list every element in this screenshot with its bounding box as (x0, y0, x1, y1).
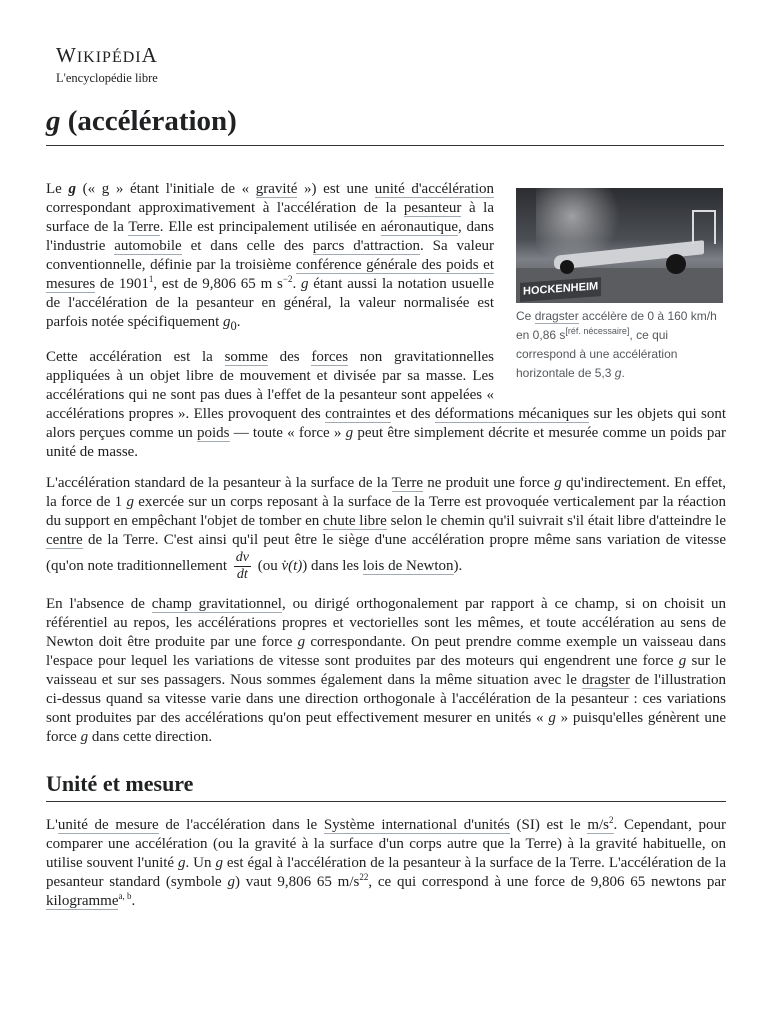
ref-ab[interactable]: a, b (118, 891, 132, 901)
logo-wordmark: WIKIPÉDIA (56, 43, 158, 67)
derivative-fraction: $\frac{dv}{dt}$ (235, 550, 249, 582)
link-unite-mesure[interactable]: unité de mesure (57, 817, 159, 833)
link-terre-2[interactable]: Terre (391, 475, 424, 491)
link-unite[interactable]: unité d'accélération (374, 181, 494, 197)
link-si[interactable]: Système international d'unités (323, 817, 510, 833)
link-parcs[interactable]: parcs d'attraction (312, 238, 421, 254)
link-forces[interactable]: forces (311, 349, 349, 365)
link-kilogramme[interactable]: kilogramme (46, 893, 119, 909)
link-gravite[interactable]: gravité (255, 181, 298, 197)
dragster-photo[interactable] (516, 188, 723, 303)
link-deformations[interactable]: déformations mécaniques (434, 406, 590, 422)
link-ms2[interactable]: $m/s^2$ (587, 815, 614, 833)
page-title: g (accélération) (46, 98, 724, 146)
link-lois-newton[interactable]: lois de Newton (362, 557, 454, 574)
link-centre[interactable]: centre (46, 532, 83, 548)
wikipedia-logo[interactable] (56, 44, 158, 86)
logo-tagline: L'encyclopédie libre (56, 71, 158, 85)
link-dragster[interactable]: dragster (534, 309, 579, 323)
paragraph-5: L'unité de mesure de l'accélération dans le Système international d'unités (SI) est le $m/s^2$. Cependant, pour comparer une accélération (ou la gravité à la surface d'un corps autre que la Terre) à la gravité habituelle, on utilise souvent l'unité g. Un g est égal à l'accélération de la pesanteur à la surface de la Terre. L'accélération de la pesanteur standard (symbole g) vaut 9,806 65 $m/s^{22}$, ce qui correspond à une force de 9,806 65 newtons par kilogramme$^{a, b}$. (46, 815, 727, 909)
link-champ-gravitationnel[interactable]: champ gravitationnel (151, 596, 282, 612)
link-contraintes[interactable]: contraintes (325, 406, 391, 422)
ref-2[interactable]: 2 (363, 872, 369, 882)
link-somme[interactable]: somme (224, 349, 268, 365)
paragraph-2: Cette accélération est la somme des forces non gravitationnelles appliquées à un objet libre de mouvement et divisée par sa masse. Les accélérations qui ne sont pas dues à l'effet de la pesanteur sont appelées « accélérations propres ». Elles provoquent des contraintes et des déformations mécaniques sur les objets qui sont alors perçues comme un poids — toute « force » g peut être simplement décrite et mesurée comme un poids par unité de masse. (46, 349, 726, 460)
figure (516, 188, 726, 383)
article-body (46, 180, 726, 923)
section-heading-unite: Unité et mesure (46, 769, 726, 802)
link-aeronautique[interactable]: aéronautique (380, 219, 458, 235)
paragraph-intro: Le g (« g » étant l'initiale de « gravité ») est une unité d'accélération correspondant approximativement à l'accélération de la pesanteur à la surface de la Terre. Elle est principalement utilisée en aéronautique, dans l'industrie automobile et dans celle des parcs d'attraction. Sa valeur conventionnelle, définie par la troisième conférence générale des poids et mesures de 1901$^1$, est de 9,806 65 m $s^{-2}$. g étant aussi la notation usuelle de l'accélération de la pesanteur en général, la valeur normalisée est parfois notée spécifiquement $g_0$. (46, 181, 495, 333)
link-cgpm[interactable]: conférence générale des poids et mesures (46, 257, 494, 292)
paragraph-4: En l'absence de champ gravitationnel, ou dirigé orthogonalement par rapport à ce champ, si on choisit un référentiel au repos, les accélérations propres et vectorielles sont les mêmes, et toute accélération au sens de Newton doit être produite par une force g correspondante. On peut prendre comme exemple un vaisseau dans l'espace pour lequel les variations de vitesse sont produites par des moteurs qui engendrent une force g sur le vaisseau et sur ses passagers. Nous sommes également dans la même situation avec le dragster de l'illustration ci-dessus quand sa vitesse varie dans une direction orthogonale à l'accélération de la pesanteur : ces variations sont produites par des accélérations qu'on peut effectivement mesurer en unités « g » puisqu'elles génèrent une force g dans cette direction. (46, 596, 727, 745)
ref-1[interactable]: 1 (148, 274, 154, 284)
link-terre[interactable]: Terre (128, 219, 160, 235)
figure-caption: Ce dragster accélère de 0 à 160 km/h en 0,86 s[réf. nécessaire], ce qui correspond à une accélération horizontale de 5,3 g. (516, 309, 717, 380)
photo-banner: HOCKENHEIM (520, 277, 601, 302)
link-poids[interactable]: poids (196, 425, 230, 441)
link-pesanteur[interactable]: pesanteur (403, 200, 462, 216)
ref-needed-link[interactable]: [réf. nécessaire] (565, 326, 630, 336)
paragraph-3: L'accélération standard de la pesanteur à la surface de la Terre ne produit une force g qu'indirectement. En effet, la force de 1 g exercée sur un corps reposant à la surface de la Terre est provoquée verticalement par la réaction du support en empêchant l'objet de tomber en chute libre selon le chemin qu'il suivrait s'il était libre d'atteindre le centre de la Terre. C'est ainsi qu'il peut être le siège d'une accélération propre même sans variation de vitesse (qu'on note traditionnellement $\frac{dv}{dt}$ (ou v̇(t)) dans les lois de Newton). (46, 475, 727, 582)
link-dragster-2[interactable]: dragster (581, 672, 631, 688)
link-chute-libre[interactable]: chute libre (323, 513, 387, 529)
link-automobile[interactable]: automobile (114, 238, 182, 254)
